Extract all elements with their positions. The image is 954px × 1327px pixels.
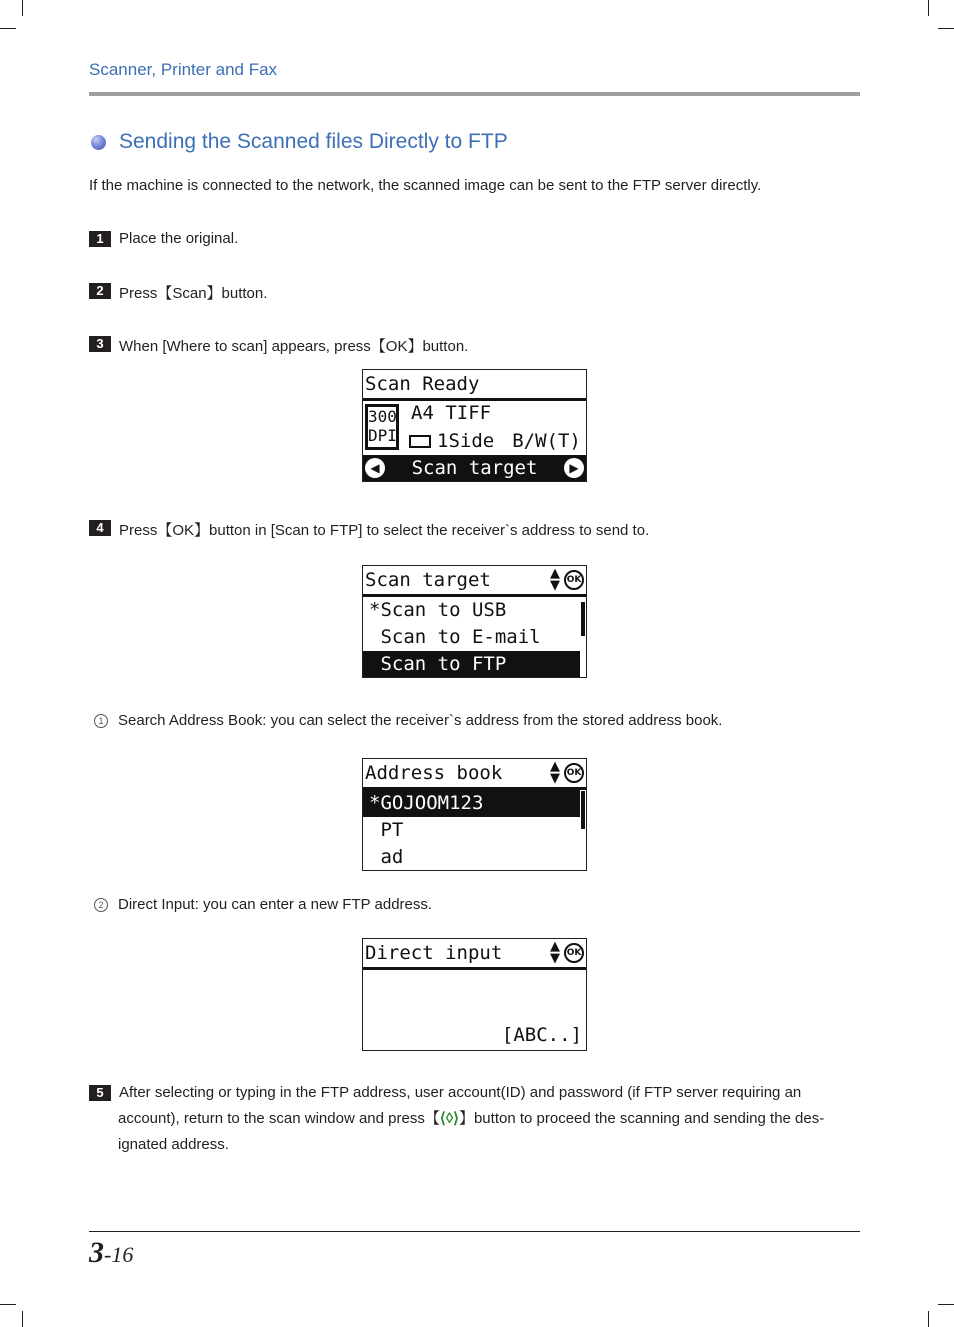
step-number: 1	[89, 231, 111, 247]
lcd-title-text: Direct input	[365, 942, 503, 964]
lcd-format-line: A4 TIFF	[411, 402, 492, 424]
arrow-right-icon: ▶	[564, 458, 584, 478]
step-3	[89, 335, 468, 356]
step-text-line2b: 】button to proceed the scanning and sending the des-	[458, 1110, 825, 1127]
lcd-address-book	[362, 758, 587, 871]
lcd-list-item-selected: *GOJOOM123	[363, 790, 580, 817]
section-title	[91, 130, 508, 154]
start-button-icon: ⟨◊⟩	[439, 1110, 459, 1127]
lcd-scan-ready	[362, 369, 587, 482]
step-5	[89, 1080, 824, 1158]
step-text: Press【OK】button in [Scan to FTP] to select the receiver`s address to send to.	[119, 522, 650, 539]
duplex-icon	[409, 435, 431, 448]
page-number	[89, 1236, 133, 1270]
step-text-line3: ignated address.	[118, 1136, 229, 1153]
chapter-header: Scanner, Printer and Fax	[89, 60, 278, 79]
step-1	[89, 230, 238, 247]
step-text: Place the original.	[119, 230, 239, 247]
crop-mark	[938, 28, 954, 29]
step-4	[89, 519, 649, 540]
crop-mark	[0, 1304, 16, 1305]
crop-mark	[22, 1311, 23, 1327]
subitem-text: Search Address Book: you can select the receiver`s address from the stored address book.	[118, 712, 723, 729]
page-suffix: -16	[104, 1242, 134, 1267]
lcd-list-item: PT	[369, 819, 404, 841]
subitem-1	[94, 712, 722, 729]
lcd-title-text: Address book	[365, 762, 503, 784]
lcd-list-item-selected: Scan to FTP	[363, 651, 580, 678]
lcd-direct-input	[362, 938, 587, 1051]
up-down-icon: ▲ ▼	[550, 566, 560, 593]
lcd-title: Scan Ready	[363, 370, 586, 401]
header-rule	[89, 92, 860, 96]
up-down-icon: ▲ ▼	[550, 939, 560, 966]
intro-text: If the machine is connected to the network, the scanned image can be sent to the FTP server directly.	[89, 177, 762, 194]
lcd-side-line	[409, 430, 581, 452]
circled-number: 1	[94, 714, 108, 728]
lcd-bottom-bar	[363, 455, 586, 481]
crop-mark	[928, 1311, 929, 1327]
footer-rule	[89, 1231, 860, 1232]
lcd-title	[363, 759, 586, 790]
ok-icon: OK	[564, 763, 584, 783]
ok-icon: OK	[564, 570, 584, 590]
step-number: 5	[89, 1085, 111, 1101]
input-mode: [ABC..]	[501, 1024, 582, 1046]
dpi-value: 300	[368, 407, 397, 426]
lcd-title-text: Scan target	[365, 569, 491, 591]
lcd-title	[363, 939, 586, 970]
step-text-line2a: account), return to the scan window and press【	[118, 1110, 440, 1127]
up-down-icon: ▲ ▼	[550, 759, 560, 786]
lcd-color-value: B/W(T)	[512, 430, 581, 452]
bullet-icon	[91, 135, 106, 150]
step-number: 2	[89, 283, 111, 299]
step-2	[89, 282, 267, 303]
lcd-list-item: Scan to E-mail	[369, 626, 541, 648]
chapter-number: 3	[89, 1236, 104, 1269]
ok-icon: OK	[564, 943, 584, 963]
lcd-bar-label: Scan target	[411, 457, 538, 479]
subitem-2	[94, 896, 432, 913]
circled-number: 2	[94, 898, 108, 912]
dpi-badge	[365, 404, 399, 450]
lcd-list-item: *Scan to USB	[369, 599, 507, 621]
step-number: 3	[89, 336, 111, 352]
subitem-text: Direct Input: you can enter a new FTP address.	[118, 896, 433, 913]
section-title-text: Sending the Scanned files Directly to FTP	[119, 130, 508, 153]
lcd-title	[363, 566, 586, 597]
arrow-left-icon: ◀	[365, 458, 385, 478]
dpi-unit: DPI	[368, 426, 397, 445]
step-number: 4	[89, 520, 111, 536]
step-text: When [Where to scan] appears, press【OK】button.	[119, 338, 469, 355]
crop-mark	[928, 0, 929, 16]
lcd-side-value: 1Side	[437, 430, 495, 452]
crop-mark	[0, 28, 16, 29]
lcd-list-item: ad	[369, 846, 404, 868]
lcd-scan-target	[362, 565, 587, 678]
crop-mark	[938, 1304, 954, 1305]
crop-mark	[22, 0, 23, 16]
step-text: Press【Scan】button.	[119, 285, 268, 302]
step-text-line1: After selecting or typing in the FTP address, user account(ID) and password (if FTP server requiring an	[119, 1084, 802, 1101]
